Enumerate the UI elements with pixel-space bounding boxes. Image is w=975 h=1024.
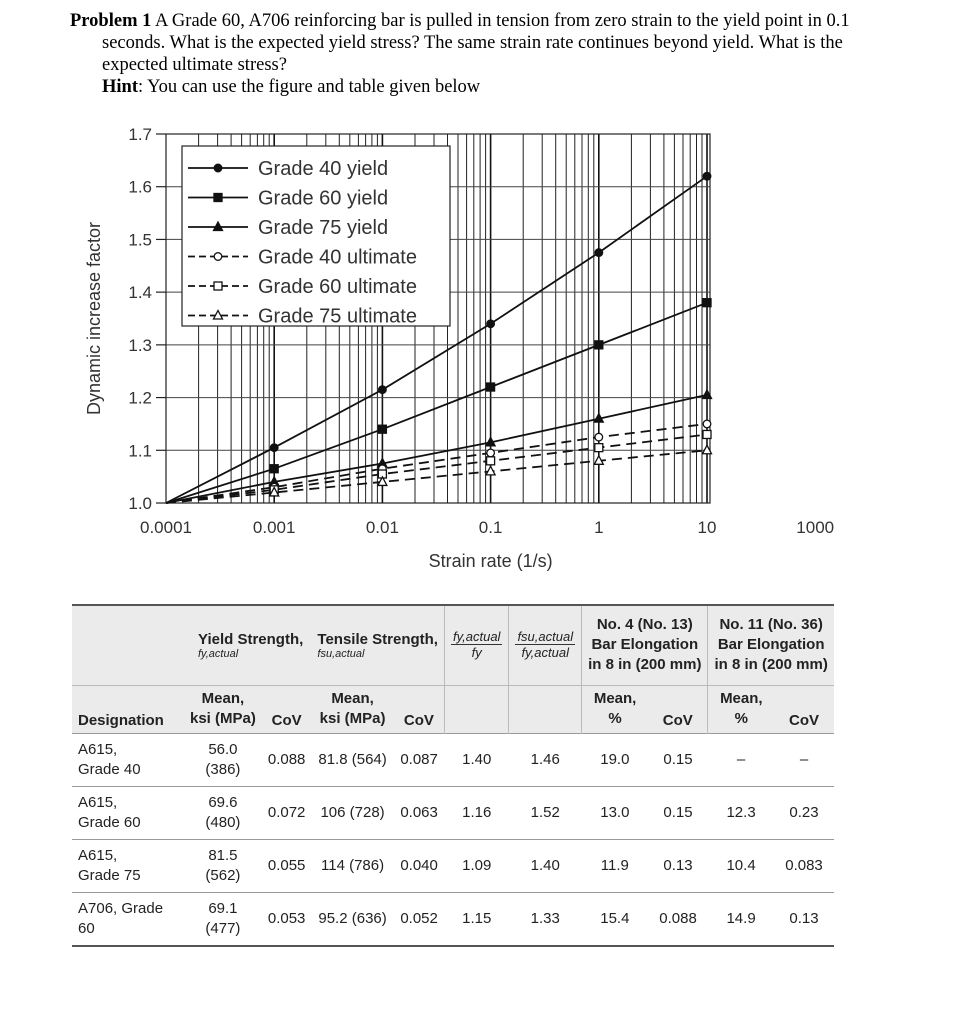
- table-subheader-row: [72, 685, 834, 733]
- hint-text: : You can use the figure and table given below: [137, 77, 481, 97]
- yield-mean-header: [184, 685, 262, 733]
- y-tick-label: 1.0: [128, 494, 152, 513]
- dif-chart: [80, 118, 860, 588]
- ratio2-numerator: fsu,actual: [517, 629, 574, 645]
- problem-paragraph: [70, 10, 910, 76]
- series-2-point: [703, 299, 711, 307]
- designation-cell: [72, 733, 184, 786]
- problem-label: Problem 1: [70, 11, 152, 31]
- series-1-point: [703, 172, 711, 180]
- no11-subtitle: Bar Elongation: [717, 636, 825, 654]
- y-tick-label: 1.6: [128, 177, 152, 197]
- series-5-point: [487, 457, 495, 465]
- yield-ksi: 81.5: [208, 846, 238, 864]
- x-tick-label: 0.001: [252, 518, 296, 537]
- no4-mean-unit: %: [608, 710, 622, 727]
- y-tick-label: 1.3: [128, 335, 152, 355]
- series-2-point: [595, 341, 603, 349]
- x-axis-label: Strain rate (1/s): [428, 551, 553, 571]
- hint-label: Hint: [102, 77, 138, 97]
- series-line-4: [166, 424, 707, 503]
- ratio1-denominator: fy: [471, 645, 482, 661]
- no11-mean-cell: 12.3: [708, 786, 774, 839]
- series-4-point: [595, 433, 603, 441]
- no4-cov-cell: 0.15: [648, 733, 708, 786]
- tensile-strength-symbol: fsu,actual: [317, 647, 365, 660]
- legend-label: Grade 75 yield: [258, 217, 389, 239]
- no4-mean-label: Mean,: [593, 690, 637, 707]
- series-1-point: [487, 320, 495, 328]
- series-5-point: [703, 430, 711, 438]
- series-2-point: [378, 425, 386, 433]
- ratio1-cell: 1.09: [444, 839, 508, 892]
- x-tick-label: 10: [697, 518, 717, 537]
- tensile-cov-cell: 0.087: [394, 733, 445, 786]
- yield-mpa: (477): [205, 919, 241, 937]
- series-4-point: [487, 449, 495, 457]
- designation-line2: 60: [78, 919, 95, 937]
- no11-title: No. 11 (No. 36): [719, 616, 823, 634]
- yield-cov-header: CoV: [262, 685, 312, 733]
- no4-mean-cell: 15.4: [582, 892, 648, 946]
- ratio1-header: [444, 605, 508, 685]
- yield-cov-cell: 0.053: [262, 892, 312, 946]
- legend-label: Grade 60 yield: [258, 187, 389, 210]
- table-row: [72, 786, 834, 839]
- ratio2-cell: 1.52: [509, 786, 582, 839]
- no11-gauge: in 8 in (200 mm): [714, 656, 828, 674]
- series-line-5: [166, 435, 707, 504]
- steel-properties-table: [72, 604, 834, 947]
- x-tick-label: 0.1: [478, 518, 503, 537]
- yield-mean-cell: [184, 892, 262, 946]
- no11-mean-unit: %: [734, 710, 748, 727]
- legend-label: Grade 40 yield: [258, 158, 389, 180]
- legend-marker: [214, 282, 222, 290]
- no4-mean-cell: 13.0: [582, 786, 648, 839]
- x-tick-label: 1000: [796, 518, 835, 537]
- no11-cov-header: CoV: [774, 685, 834, 733]
- ratio1-cell: 1.40: [444, 733, 508, 786]
- y-tick-label: 1.7: [128, 125, 152, 144]
- yield-mpa: (562): [205, 866, 241, 884]
- ratio2-cell: 1.33: [509, 892, 582, 946]
- tensile-strength-header: [311, 605, 444, 685]
- tensile-mean-cell: 114 (786): [311, 839, 393, 892]
- series-1-point: [595, 249, 603, 257]
- series-1-point: [379, 386, 387, 394]
- ratio2-cell: 1.40: [509, 839, 582, 892]
- tensile-mean-unit: ksi (MPa): [319, 710, 386, 727]
- y-axis-label: Dynamic increase factor: [84, 221, 104, 416]
- tensile-strength-title: Tensile Strength,: [317, 630, 438, 648]
- no11-mean-label: Mean,: [720, 690, 763, 707]
- x-tick-label: 0.0001: [140, 518, 192, 537]
- no11-cov-cell: –: [774, 733, 834, 786]
- no11-cov-cell: 0.083: [774, 839, 834, 892]
- no4-title: No. 4 (No. 13): [596, 616, 693, 634]
- no11-mean-header: [708, 685, 774, 733]
- no4-cov-cell: 0.15: [648, 786, 708, 839]
- designation-line1: A615,: [78, 846, 118, 864]
- y-tick-label: 1.4: [128, 283, 152, 303]
- no4-elongation-header: [582, 605, 708, 685]
- yield-mean-cell: [184, 839, 262, 892]
- designation-line2: Grade 60: [78, 813, 141, 831]
- no4-cov-cell: 0.088: [648, 892, 708, 946]
- tensile-cov-cell: 0.052: [394, 892, 445, 946]
- no11-cov-cell: 0.13: [774, 892, 834, 946]
- no4-cov-header: CoV: [648, 685, 708, 733]
- yield-mpa: (386): [205, 760, 241, 778]
- y-tick-label: 1.2: [128, 388, 152, 408]
- ratio2-cell: 1.46: [509, 733, 582, 786]
- designation-line1: A615,: [78, 740, 118, 758]
- tensile-cov-cell: 0.063: [394, 786, 445, 839]
- designation-cell: [72, 786, 184, 839]
- no11-mean-cell: –: [708, 733, 774, 786]
- series-line-3: [166, 395, 707, 503]
- no4-cov-cell: 0.13: [648, 839, 708, 892]
- x-tick-label: 0.01: [365, 518, 399, 537]
- tensile-mean-header: [311, 685, 393, 733]
- yield-cov-cell: 0.055: [262, 839, 312, 892]
- tensile-mean-label: Mean,: [331, 690, 374, 707]
- designation-line2: Grade 40: [78, 760, 141, 778]
- legend-label: Grade 60 ultimate: [258, 276, 417, 298]
- no4-mean-header: [582, 685, 648, 733]
- designation-line2: Grade 75: [78, 866, 141, 884]
- y-tick-label: 1.5: [128, 230, 152, 250]
- no11-mean-cell: 10.4: [708, 839, 774, 892]
- ratio1-numerator: fy,actual: [452, 629, 501, 645]
- designation-cell: [72, 892, 184, 946]
- series-2-point: [487, 383, 495, 391]
- table-row: [72, 892, 834, 946]
- x-tick-label: 1: [594, 518, 604, 537]
- yield-mean-cell: [184, 733, 262, 786]
- tensile-mean-cell: 106 (728): [311, 786, 393, 839]
- yield-ksi: 69.1: [208, 899, 238, 917]
- series-2-point: [270, 465, 278, 473]
- legend-marker: [214, 164, 222, 172]
- tensile-cov-header: CoV: [394, 685, 445, 733]
- series-5-point: [595, 444, 603, 452]
- no4-mean-cell: 11.9: [582, 839, 648, 892]
- tensile-cov-cell: 0.040: [394, 839, 445, 892]
- legend-marker: [214, 194, 222, 202]
- yield-mean-cell: [184, 786, 262, 839]
- yield-mean-label: Mean,: [201, 690, 245, 707]
- problem-statement: [70, 10, 910, 98]
- table-row: [72, 733, 834, 786]
- hint-line: [102, 76, 910, 98]
- ratio1-cell: 1.16: [444, 786, 508, 839]
- problem-text: A Grade 60, A706 reinforcing bar is pulled in tension from zero strain to the yield point in 0.1 seconds. What is the expected yield stress? The same strain rate continues beyond yield. What is the expected ultimate stress?: [102, 11, 850, 75]
- designation-line1: A615,: [78, 793, 118, 811]
- table-row: [72, 839, 834, 892]
- ratio2-denominator: fy,actual: [521, 645, 569, 661]
- no4-subtitle: Bar Elongation: [591, 636, 699, 654]
- no11-mean-cell: 14.9: [708, 892, 774, 946]
- table-header-row: [72, 605, 834, 685]
- yield-mean-unit: ksi (MPa): [190, 710, 256, 727]
- legend-label: Grade 75 ultimate: [258, 305, 417, 328]
- designation-cell: [72, 839, 184, 892]
- ratio2-header: [509, 605, 582, 685]
- yield-cov-cell: 0.088: [262, 733, 312, 786]
- legend-marker: [214, 253, 222, 261]
- yield-strength-symbol: fy,actual: [198, 647, 239, 660]
- ratio1-cell: 1.15: [444, 892, 508, 946]
- yield-cov-cell: 0.072: [262, 786, 312, 839]
- tensile-mean-cell: 95.2 (636): [311, 892, 393, 946]
- designation-line1: A706, Grade: [78, 899, 164, 917]
- yield-strength-title: Yield Strength,: [198, 630, 304, 648]
- series-line-2: [166, 303, 707, 503]
- yield-mpa: (480): [205, 813, 241, 831]
- yield-strength-header: [184, 605, 311, 685]
- tensile-mean-cell: 81.8 (564): [311, 733, 393, 786]
- no4-gauge: in 8 in (200 mm): [588, 656, 702, 674]
- designation-header: Designation: [72, 685, 184, 733]
- series-4-point: [703, 420, 711, 428]
- no4-mean-cell: 19.0: [582, 733, 648, 786]
- y-tick-label: 1.1: [128, 441, 152, 461]
- yield-ksi: 69.6: [208, 793, 238, 811]
- series-1-point: [270, 444, 278, 452]
- no11-elongation-header: [708, 605, 834, 685]
- no11-cov-cell: 0.23: [774, 786, 834, 839]
- legend-label: Grade 40 ultimate: [258, 246, 417, 269]
- yield-ksi: 56.0: [208, 740, 238, 758]
